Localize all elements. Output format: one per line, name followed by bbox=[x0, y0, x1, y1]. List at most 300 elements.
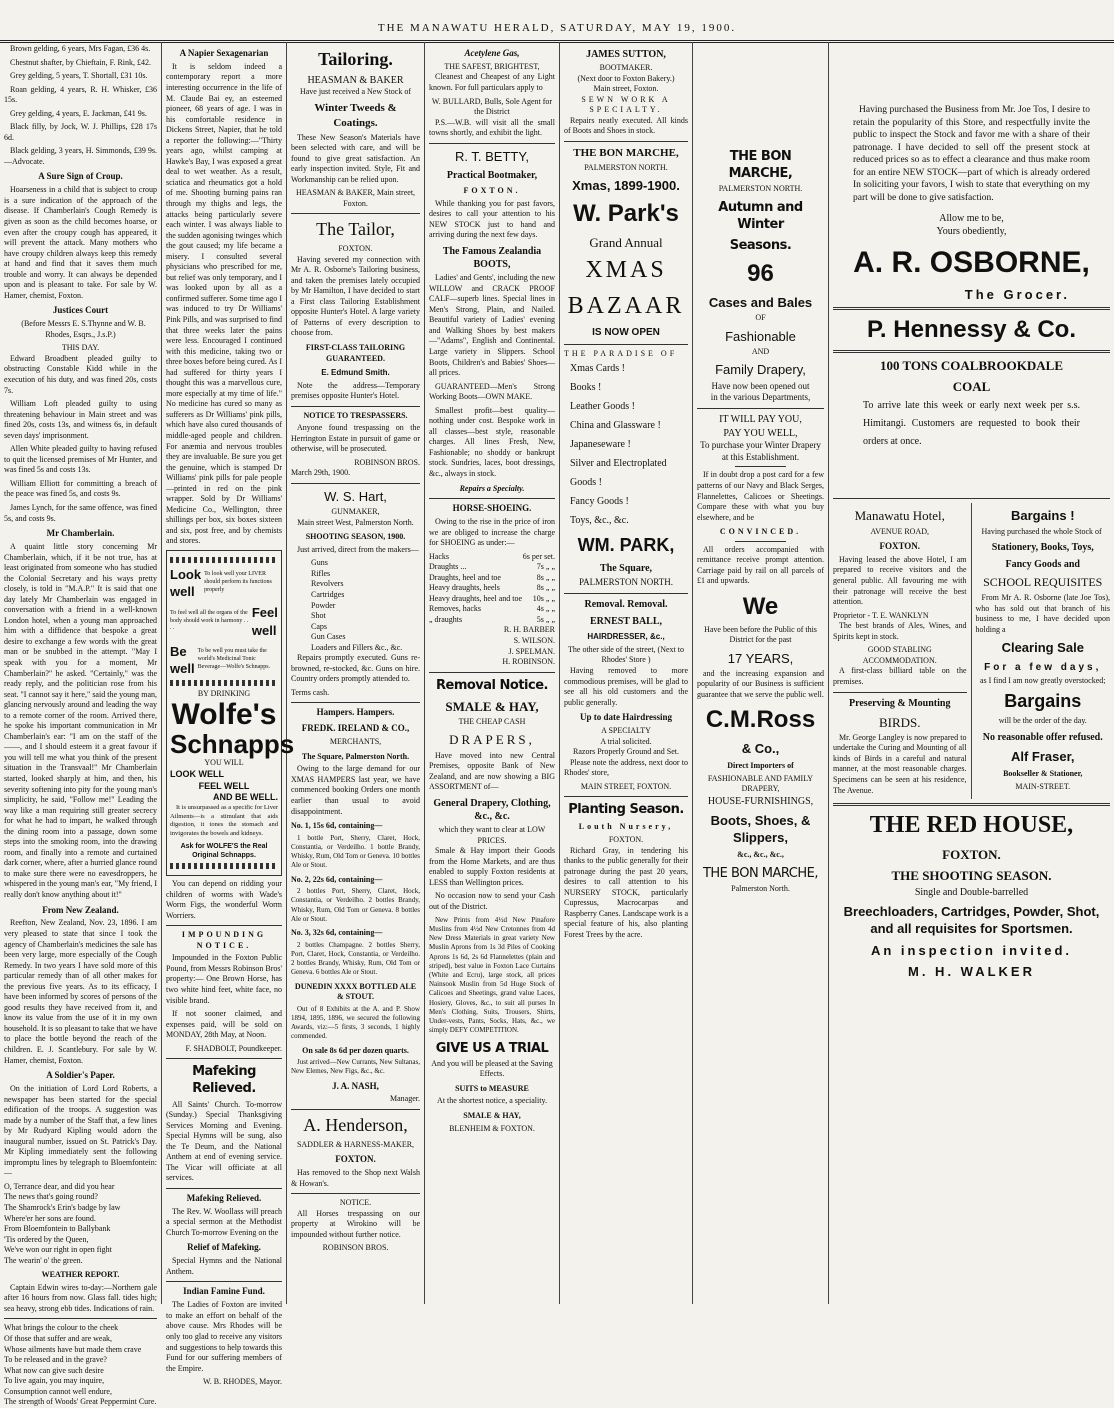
hart-heading: W. S. Hart, bbox=[324, 489, 387, 505]
hamper-3-text: 2 bottles Champagne. 2 bottles Sherry, Port, Claret, Hock, Constantia, or Verdeilho. 2 bottles Brandy, Whisky, Rum, Old Tom or Geneva. 6 bottles Ale or Stout. bbox=[291, 940, 420, 977]
horse-sale-entry: Grey gelding, 5 years, T. Shortall, £31 10s. bbox=[10, 71, 148, 81]
opened-out: Have now been opened out bbox=[711, 380, 810, 391]
divider bbox=[166, 1188, 282, 1189]
trespassers-date: March 29th, 1900. bbox=[291, 468, 351, 478]
ball-subheading: The other side of the street, (Next to Rhodes' Store ) bbox=[568, 644, 684, 665]
column-3 bbox=[287, 42, 425, 1304]
ornament-border bbox=[170, 680, 278, 686]
shooting-season-heading: THE SHOOTING SEASON. bbox=[891, 867, 1052, 883]
hart-item: Rifles bbox=[311, 568, 331, 578]
walker-signature: M. H. WALKER bbox=[908, 963, 1035, 979]
feel-well-text: To feel well all the organs of the body should work in harmony . . . . bbox=[170, 609, 249, 632]
column-5 bbox=[560, 42, 693, 1304]
heasman-signature: HEASMAN & BAKER, Main street, Foxton. bbox=[295, 188, 416, 208]
price-value: 6s per set. bbox=[522, 551, 555, 561]
divider bbox=[833, 498, 1110, 499]
overstocked: as I find I am now greatly overstocked; bbox=[979, 675, 1106, 685]
this-day: THIS DAY. bbox=[61, 343, 100, 353]
acetylene-heading: Acetylene Gas, bbox=[464, 48, 520, 58]
croup-article: Hoarseness in a child that is subject to croup is a sure indication of the approach of the disease. If Chamberlain's Cough Remedy is given as soon as the child becomes hoarse, or even after the croupy cough has appeared, it will prevent the attack. Many mothers who have croupy children always keep this remedy at hand and find that it saves them much trouble and worry. It can always be depended upon and is pleasant to take. For sale by W. Hamer, chemist, Foxton. bbox=[4, 185, 157, 300]
hampers-heading: Hampers. Hampers. bbox=[316, 707, 395, 718]
single-double: Single and Double-barrelled bbox=[914, 887, 1029, 899]
divider bbox=[564, 796, 688, 797]
mafeking-2-text: The Rev. W. Woollass will preach a special sermon at the Methodist Church To-morrow Evening on the bbox=[166, 1206, 282, 1237]
bootmaker: BOOTMAKER. bbox=[599, 63, 653, 73]
price-item: Draughts ... bbox=[429, 562, 467, 572]
bullard: W. BULLARD, Bulls, Sole Agent for the District bbox=[431, 96, 553, 117]
wolfe-description: It is unsurpassed as a specific for Liver Ailments—is a stimulant that aids digestion, it tones the stomach and invigorates the bowels and kidneys. bbox=[170, 804, 278, 838]
tailor-guarantee: FIRST-CLASS TAILORING GUARANTEED. bbox=[305, 343, 406, 363]
acetylene-text: Cleanest and Cheapest of any Light known. For full particulars apply to bbox=[429, 72, 555, 92]
notice-text: All Horses trespassing on our property at Wirokino will be impounded without further notice. bbox=[291, 1208, 420, 1239]
hart-terms: Terms cash. bbox=[291, 687, 330, 697]
bargains-block bbox=[972, 503, 1111, 799]
wolfe-ask: Ask for WOLFE'S the Real Original Schnapps. bbox=[180, 842, 268, 859]
clear-prices: which they want to clear at LOW PRICES. bbox=[438, 825, 546, 845]
sale-heading: On sale 8s 6d per dozen quarts. bbox=[302, 1045, 409, 1055]
bon-marche-1: THE BON MARCHE, bbox=[573, 147, 679, 160]
purchase-winter: To purchase your Winter Drapery at this Establishment. bbox=[700, 439, 821, 462]
ball-text: Having removed to more commodious premises, will be glad to see all his old customers and the public generally. bbox=[564, 665, 688, 707]
sutton-heading: JAMES SUTTON, bbox=[586, 49, 666, 60]
doubt-text: If in doubt drop a post card for a few patterns of our Navy and Black Serges, Flannelettes, Calicoes or Sheetings. Compare these with what you buy elsewhere, and be bbox=[697, 470, 824, 522]
acetylene-ps: P.S.—W.B. will visit all the small towns shortly, and exhibit the light. bbox=[429, 117, 555, 138]
hart-item: Cartridges bbox=[311, 590, 345, 600]
specialty: A SPECIALTY bbox=[601, 726, 651, 736]
paradise-item: China and Glassware ! bbox=[570, 420, 661, 432]
tailor-town: FOXTON. bbox=[338, 244, 373, 254]
co: & Co., bbox=[741, 741, 780, 757]
hamper-1-heading: No. 1, 15s 6d, containing— bbox=[291, 821, 383, 831]
osborne-heading: A. R. OSBORNE, bbox=[853, 245, 1090, 279]
drapers: DRAPERS, bbox=[449, 732, 535, 748]
price-item: Heavy draughts, heel and toe bbox=[429, 593, 523, 603]
heasman-baker: HEASMAN & BAKER bbox=[307, 74, 404, 86]
xmas-large: XMAS bbox=[585, 257, 667, 284]
horse-sale-entry: Roan gelding, 4 years, R. H. Whisker, £36 15s. bbox=[4, 84, 157, 105]
paradise-item: Toys, &c., &c. bbox=[570, 515, 629, 527]
brands-text: The best brands of Ales, Wines, and Spirits kept in stock. bbox=[833, 621, 967, 641]
house-furnishings: HOUSE-FURNISHINGS, bbox=[707, 795, 814, 807]
chamberlain-heading: Mr Chamberlain. bbox=[46, 528, 115, 539]
ball-note: Please note the address, next door to Rhodes' store, bbox=[564, 757, 688, 778]
poem-line: The news that's going round? bbox=[4, 1192, 98, 1202]
ornament-border bbox=[170, 557, 278, 563]
arrive-text: To arrive late this week or early next week per s.s. Himitangi. Customers are requested to book their orders at once. bbox=[863, 400, 1080, 448]
henderson-heading: A. Henderson, bbox=[303, 1114, 408, 1135]
family-drapery: Family Drapery, bbox=[715, 362, 806, 378]
divider bbox=[166, 925, 282, 926]
verse-line: Consumption cannot well endure, bbox=[4, 1386, 112, 1396]
hart-item: Powder bbox=[311, 600, 336, 610]
red-house-town: FOXTON. bbox=[942, 846, 1001, 862]
price-value: 8s „ „ bbox=[536, 583, 555, 593]
horse-sales-list bbox=[4, 44, 157, 167]
verse-line: To live again, you may inquire, bbox=[4, 1376, 105, 1386]
famine-signature: W. B. RHODES, Mayor. bbox=[202, 1377, 282, 1387]
price-value: 5s „ „ bbox=[536, 614, 555, 624]
short-rule bbox=[735, 466, 786, 467]
hart-text-2: Repairs promptly executed. Guns re-browned, re-stocked, &c. Guns on hire. Country orders promptly attended to. bbox=[291, 653, 420, 684]
hart-item: Loaders and Fillers &c., &c. bbox=[311, 642, 403, 652]
napier-heading: A Napier Sexagenarian bbox=[179, 48, 269, 58]
look-well-line: LOOK WELL bbox=[170, 768, 224, 779]
impounding-heading: IMPOUNDING NOTICE. bbox=[181, 930, 267, 950]
hart-item: Guns bbox=[311, 558, 328, 568]
betty-town: FOXTON. bbox=[463, 186, 521, 196]
tailoring-heading: Tailoring. bbox=[318, 49, 393, 69]
horse-sale-entry: Grey gelding, 4 years, E. Jackman, £41 9s. bbox=[10, 108, 147, 118]
betty-guaranteed: GUARANTEED—Men's Strong Working Boots—OWN MAKE. bbox=[429, 381, 555, 402]
tailor-text: Having severed my connection with Mr A. R. Osborne's Tailoring business, and taken the premises lately occupied by Mr Hamilton, I have decided to start a First class Tailoring Establishment opposite Hunter's Hotel. A large variety of Patterns of every description to choose from. bbox=[291, 254, 420, 338]
divider bbox=[166, 1058, 282, 1059]
smale-hay-text-2: Smale & Hay import their Goods from the Home Markets, and are thus enabled to supply Foxton residents at LESS than Wellington prices. bbox=[429, 846, 555, 887]
divider bbox=[833, 803, 1110, 806]
column-1 bbox=[0, 42, 162, 1407]
give-us-a-trial: GIVE US A TRIAL bbox=[435, 1040, 549, 1056]
no-reasonable-offer: No reasonable offer refused. bbox=[982, 731, 1103, 743]
divider bbox=[833, 307, 1110, 310]
the-square: The Square, bbox=[599, 562, 653, 574]
wolfe-tonic-box bbox=[166, 550, 295, 876]
xmas-heading: Xmas, 1899-1900. bbox=[572, 178, 680, 194]
kipling-poem bbox=[4, 1182, 157, 1266]
smale-hay-heading: SMALE & HAY, bbox=[445, 698, 539, 714]
price-row bbox=[429, 604, 555, 615]
horseshoer-name: R. H. BARBER bbox=[503, 625, 555, 635]
clearing-sale: Clearing Sale bbox=[1001, 640, 1084, 656]
paradise-item: Leather Goods ! bbox=[570, 401, 635, 413]
tailor-heading: The Tailor, bbox=[316, 219, 395, 240]
paradise-item: Books ! bbox=[570, 382, 602, 394]
trespassers-heading: NOTICE TO TRESPASSERS. bbox=[303, 410, 408, 420]
sale-text: Just arrived—New Currants, New Sultanas, New Elemes, New Figs, &c., &c. bbox=[291, 1058, 420, 1076]
soldier-heading: A Soldier's Paper. bbox=[46, 1070, 115, 1081]
feel-well-heading: Feel well bbox=[251, 605, 278, 638]
price-value: 8s „ „ bbox=[536, 572, 555, 582]
divider bbox=[429, 672, 555, 673]
breechloaders: Breechloaders, Cartridges, Powder, Shot, and all requisites for Sportsmen. bbox=[843, 904, 1100, 937]
verse-line: The strength of Woods' Great Peppermint Cure. bbox=[4, 1397, 157, 1407]
avenue-road: AVENUE ROAD, bbox=[870, 526, 930, 536]
be-well-heading: Be well bbox=[170, 643, 195, 676]
column-4 bbox=[425, 42, 560, 1304]
heasman-subheading: Have just received a New Stock of bbox=[299, 86, 412, 96]
by-drinking: BY DRINKING bbox=[197, 688, 251, 698]
coal: COAL bbox=[952, 379, 991, 395]
zealandia-heading: The Famous Zealandia BOOTS, bbox=[442, 245, 542, 270]
notice-signature: ROBINSON BROS. bbox=[322, 1243, 389, 1253]
gray-text: Richard Gray, in tendering his thanks to the public generally for their patronage during the past 20 years, desires to call attention to his NURSERY STOCK, particularly Cupressus, Macrocarpas and Raspberry Canes. Landscape work is a special feature of his, also planting Forest Trees by the acre. bbox=[564, 845, 688, 939]
be-well-text: To be well you must take the world's Medicinal Tonic Beverage—Wolfe's Schnapps. bbox=[197, 647, 271, 670]
pay-you-1: IT WILL PAY YOU, bbox=[719, 414, 802, 426]
divider bbox=[291, 483, 420, 484]
fraser-heading: Alf Fraser, bbox=[1010, 748, 1075, 764]
stationery: Stationery, Books, Toys, bbox=[991, 542, 1094, 554]
bon-marche-3: THE BON MARCHE, bbox=[702, 865, 819, 881]
divider bbox=[4, 1318, 157, 1319]
verse-line: Of those that suffer and are weak, bbox=[4, 1333, 113, 1343]
wolfes-heading: Wolfe's bbox=[171, 697, 277, 731]
paradise-item: Fancy Goods ! bbox=[570, 496, 629, 508]
ireland-address: The Square, Palmerston North. bbox=[301, 751, 410, 761]
hamper-3-heading: No. 3, 32s 6d, containing— bbox=[291, 928, 383, 938]
direct-importers: Direct Importers of bbox=[727, 761, 794, 771]
smale-hay-text: Have moved into new Central Premises, opposite Bank of New Zealand, and are now showing a BIG ASSORTMENT of— bbox=[429, 750, 555, 792]
hart-item: Revolvers bbox=[311, 579, 344, 589]
bookseller: Bookseller & Stationer, bbox=[1003, 768, 1083, 778]
fashionable-drapery: FASHIONABLE AND FAMILY DRAPERY, bbox=[707, 773, 814, 794]
horseshoeing-heading: HORSE-SHOEING. bbox=[452, 503, 532, 514]
wade-worm-figs: You can depend on ridding your children of worms with Wade's Worm Figs, the wonderful Worm Worriers. bbox=[166, 879, 282, 920]
court-reports bbox=[4, 354, 157, 524]
saddler: SADDLER & HARNESS-MAKER, bbox=[296, 1139, 415, 1149]
cases-bales: Cases and Bales bbox=[708, 295, 813, 310]
impounding-text: Impounded in the Foxton Public Pound, from Messrs Robinson Bros' property:— One Brown Horse, has two white hind feet, white face, no visible brand. bbox=[166, 953, 282, 1005]
trial-solicited: A trial solicited. bbox=[600, 736, 652, 746]
billiard: A first-class billiard table on the premises. bbox=[833, 666, 967, 686]
preserving-heading: Preserving & Mounting bbox=[849, 697, 951, 709]
fancy-goods: Fancy Goods and bbox=[1005, 559, 1080, 571]
autumn-winter: Autumn and Winter bbox=[718, 199, 803, 233]
of: OF bbox=[755, 313, 766, 323]
removal-heading: Removal. Removal. bbox=[584, 598, 668, 610]
price-row bbox=[429, 562, 555, 573]
louth-heading: Louth Nursery, bbox=[578, 822, 674, 832]
court-case: William Loft pleaded guilty to using threatening behaviour in Main street and was fined 20s, costs 13s, and witness 6s, in default seven days' imprisonment. bbox=[4, 399, 157, 440]
trespassers-signature: ROBINSON BROS. bbox=[354, 457, 420, 467]
few-days: For a few days, bbox=[984, 661, 1102, 673]
acetylene-subheading: THE SAFEST, BRIGHTEST, bbox=[444, 61, 540, 71]
divider bbox=[429, 143, 555, 144]
price-value: 10s „ „ bbox=[532, 593, 555, 603]
razors: Razors Properly Ground and Set. bbox=[573, 747, 679, 757]
divider bbox=[291, 1109, 420, 1110]
impounding-signature: F. SHADBOLT, Poundkeeper. bbox=[185, 1043, 282, 1053]
divider bbox=[697, 408, 824, 409]
horseshoer-name: S. WILSON. bbox=[513, 635, 555, 645]
allow-me: Allow me to be, bbox=[939, 213, 1004, 225]
divider bbox=[564, 344, 688, 345]
fashionable: Fashionable bbox=[725, 328, 796, 344]
palmerston-2: PALMERSTON NORTH. bbox=[579, 577, 673, 588]
hamper-2-text: 2 bottles Port, Sherry, Claret, Hock, Constantia, or Verdeilho. 2 bottles Brandy, Whisky, Rum, Old Tom or Geneva. 8 bottles Ale or Stout. bbox=[291, 887, 420, 923]
merchants: MERCHANTS, bbox=[329, 737, 382, 747]
masthead-title: THE MANAWATU HERALD, SATURDAY, MAY 19, 1900. bbox=[377, 22, 737, 34]
weather-report: Captain Edwin wires to-day:—Northern gale after 16 hours from now. Glass fall. tides high; sea heavy, strong ebb tides. Indications of rain. bbox=[4, 1282, 157, 1313]
orders-text: All orders accompanied with remittance receive prompt attention. Carriage paid by rail on all parcels of £1 and upwards. bbox=[697, 544, 824, 586]
trespassers-text: Anyone found trespassing on the Herrington Estate in pursuit of game or otherwise, will be prosecuted. bbox=[291, 423, 420, 454]
w-park: W. Park's bbox=[573, 200, 679, 228]
price-item: Heavy draughts, heels bbox=[429, 583, 500, 593]
court-case: James Lynch, for the same offence, was fined 5s, and costs 9s. bbox=[4, 502, 157, 523]
horseshoer-name: J. SPELMAN. bbox=[508, 646, 555, 656]
repairs-specialty: Repairs a Specialty. bbox=[459, 483, 525, 493]
blank-space bbox=[833, 454, 1110, 494]
grand-annual: Grand Annual bbox=[589, 234, 663, 250]
mafeking-heading: Mafeking Relieved. bbox=[192, 1064, 256, 1097]
school-requisites: SCHOOL REQUISITES bbox=[983, 575, 1103, 590]
price-row bbox=[429, 583, 555, 594]
and: AND bbox=[751, 346, 770, 356]
price-list: New Prints from 4½d New Pinafore Muslins from 4½d New Cretonnes from 4d New Dress Materials in great variety New Muslin Aprons from 1s 3d Piles of Cooking Aprons 1s 6d, 2s 6d Flannelettes (plain and striped), best value in Foxton Lace Curtains (White and Ecru), large stock, all prices Nainsook Muslin from 5d Huge Stock of Calicoes and Sheetings, grand value Laces, Hosiery, Gloves, &c., to suit all purses In Men's Clothing, Suits, Trousers, Shirts, Under-vests, Pants, Socks, Hats, &c., we simply DEFY COMPETITION. bbox=[429, 915, 555, 1035]
hotel-block bbox=[833, 503, 972, 799]
bargains-text: Having purchased the whole Stock of bbox=[981, 526, 1102, 536]
hart-item: Gun Cases bbox=[311, 632, 346, 642]
dunedin-text: Out of 8 Exhibits at the A. and P. Show 1894, 1895, 1896, we secured the following Awards, viz:—5 firsts, 3 seconds, 1 highly commended. bbox=[291, 1004, 420, 1041]
relief-of-mafeking: Relief of Mafeking. bbox=[187, 1242, 261, 1253]
sutton-next: (Next door to Foxton Bakery.) bbox=[577, 73, 675, 83]
before-public: Have been before the Public of this District for the past bbox=[704, 624, 817, 645]
winter-tweeds: Winter Tweeds & Coatings. bbox=[314, 102, 397, 129]
price-row bbox=[429, 615, 555, 626]
removal-heading: Removal Notice. bbox=[436, 677, 548, 693]
paradise-heading: THE PARADISE OF bbox=[564, 348, 678, 358]
zealandia-text: Ladies' and Gents', including the new WILLOW and CRACK PROOF CALF—superb lines. Special lines in Men's Strong, Plain, and Nailed. Beautiful variety of Ladies' evening and Walking Shoes by best makers—"Adams", English and Continental. Large variety in Slippers. School Boots, Children's and Babies' Shoes—all prices. bbox=[429, 273, 555, 378]
sutton-main: Main street, Foxton. bbox=[593, 84, 659, 94]
famine-heading: Indian Famine Fund. bbox=[183, 1286, 265, 1297]
verse-line: Whose ailments have but made them crave bbox=[4, 1344, 142, 1354]
divider bbox=[291, 702, 420, 703]
hotel-bargains-row bbox=[833, 503, 1110, 799]
horse-sale-entry: Black gelding, 3 years, H. Simmonds, £39 9s.—Advocate. bbox=[4, 146, 157, 166]
chamberlain-article: A quaint little story concerning Mr Chamberlain, which, if it be not true, has at least originated from someone who has studied the Colonial Secretary and his ways pretty closely, is told in "M.A.P." It is said that one day lately Mr Chamberlain was engaged in conversation with a friend in a well-known London hotel, when a young man approached him with a diffidence that bespoke a great desire to exchange a few words with the great man or be snubbed in the attempt. "May I speak with you for a moment, Mr Chamberlain?" he asked. "Certainly," was the ready reply, and the politician rose from his seat. "I cannot say it here," said the young man, glancing nervously around and leading the way to a remote corner of the room. Arrived there, he spoke his important communication in Mr Chamberlain's ear: "I am on the staff of the ——, and I should esteem it a great favour if you will tell me what you think of the present situation in the Transvaal!" Mr Chamberlain started, looked sharply at him, and then, his severity softening into pity for the young man's simplicity, he said, "Follow me!" Leading the way like a man requiring still greater secrecy for what he had to impart, he walked through the dining room into a passage, down some steps into the smoking room, into the drawing room, and finally into a remote and curtained dark corner, where, after a hurried glance round to make sure there were no eavesdroppers, he whispered in the young man's ear, "My friend, I really don't know anything about it!" bbox=[4, 541, 157, 899]
blank-space bbox=[697, 44, 824, 144]
bon-marche-palmerston: PALMERSTON NORTH. bbox=[718, 184, 803, 194]
osborne-text: Having purchased the Business from Mr. Joe Tos, I desire to retain the popularity of this Store, and respectfully invite the public to inspect the Stock and favor me with a share of their patronage. I have decided to sell off the present stock at reduced prices so as to effect a clearance and thus make room for an entire NEW STOCK—part of which is already ordered In soliciting your favors, I wish to state that everything on my part will be done to give satisfaction. bbox=[853, 105, 1090, 203]
impounding-text-2: If not sooner claimed, and expenses paid, will be sold on MONDAY, 28th May, at Noon. bbox=[166, 1009, 282, 1040]
look-well-text: To look well your LIVER should perform its functions properly bbox=[204, 571, 272, 594]
divider bbox=[564, 141, 688, 142]
mafeking-text: All Saints' Church. To-morrow (Sunday.) Special Thanksgiving Services Morning and Evening. Special Hymns will be sung, also the Te Deum, and the National Anthem at end of evening service. The Vicar will officiate at all services. bbox=[166, 1099, 282, 1183]
order-of-day: will be the order of the day. bbox=[998, 716, 1087, 726]
be-well-line: AND BE WELL. bbox=[213, 792, 278, 803]
hotel-heading: Manawatu Hotel, bbox=[854, 508, 945, 524]
pay-you-2: PAY YOU WELL, bbox=[723, 427, 798, 439]
cm-ross: C.M.Ross bbox=[705, 706, 816, 734]
hairdresser: HAIRDRESSER, &c., bbox=[587, 632, 665, 642]
horseshoer-name: H. ROBINSON. bbox=[502, 657, 555, 667]
price-row bbox=[429, 594, 555, 605]
mafeking-2-heading: Mafeking Relieved. bbox=[186, 1192, 262, 1203]
louth-town: FOXTON. bbox=[608, 835, 644, 845]
divider bbox=[429, 498, 555, 499]
poem-line: We've won our right in open fight bbox=[4, 1245, 112, 1255]
horseshoeing-text: Owing to the rise in the price of iron we are obliged to increase the charge for SHOEING as under:— bbox=[429, 516, 555, 548]
red-house-heading: THE RED HOUSE, bbox=[869, 812, 1074, 839]
blank-space bbox=[833, 44, 1110, 104]
boots-shoes: Boots, Shoes, & Slippers, bbox=[710, 813, 811, 846]
divider bbox=[833, 350, 1110, 353]
poem-line: Where'er her sons are found. bbox=[4, 1213, 96, 1223]
betty-heading: R. T. BETTY, bbox=[455, 148, 529, 164]
soldier-article: On the initiation of Lord Lord Roberts, a newspaper has been started for the special edification of the troops. A suggestion was made by a number of the Staff that, a few lines by Mr Rudyard Kipling would adorn the inaugural number, issued on St. Patrick's Day. Mr Kipling immediately sent the following impromptu lines by telegraph to Bloemfontein:— bbox=[4, 1083, 157, 1178]
we-heading: We bbox=[742, 592, 779, 620]
ball-heading: ERNEST BALL, bbox=[589, 616, 663, 628]
etc: &c., &c., &c., bbox=[737, 850, 784, 860]
convinced: CONVINCED. bbox=[719, 527, 802, 537]
court-case: Edward Broadbent pleaded guilty to obstructing Constable Kidd while in the execution of his duty, and was fined 20s, costs 7s. bbox=[4, 353, 157, 395]
horse-sale-entry: Brown gelding, 6 years, Mrs Fagan, £36 4s. bbox=[10, 44, 151, 53]
stabling: GOOD STABLING ACCOMMODATION. bbox=[862, 645, 937, 665]
column-6 bbox=[693, 42, 829, 1304]
short-rule bbox=[735, 541, 786, 542]
horse-sale-entry: Chestnut shafter, by Chieftain, F. Rink, £42. bbox=[10, 57, 152, 67]
suits-text: At the shortest notice, a speciality. bbox=[437, 1096, 547, 1106]
hart-item: Caps bbox=[311, 621, 327, 631]
shooting-season: SHOOTING SEASON, 1900. bbox=[305, 532, 406, 542]
sewn-work: SEWN WORK A SPECIALTY. bbox=[581, 94, 671, 115]
bargains-text-2: From Mr A. R. Osborne (late Joe Tos), who has sold out that branch of his business to me, I have decided upon holding a bbox=[975, 593, 1110, 634]
court-subheading: (Before Messrs E. S.Thynne and W. B. Rhodes, Esqrs., J.s.P.) bbox=[21, 319, 146, 339]
bargains-large: Bargains bbox=[1004, 691, 1082, 712]
smale-hay-signature: SMALE & HAY, bbox=[463, 1110, 521, 1120]
verse-line: What brings the colour to the cheek bbox=[4, 1323, 119, 1333]
the-grocer: The Grocer. bbox=[964, 287, 1070, 303]
price-item: „ draughts bbox=[429, 614, 463, 624]
seventeen-years: 17 YEARS, bbox=[727, 650, 794, 666]
you-will: YOU WILL bbox=[204, 758, 244, 768]
verse-line: To be released and in the grave? bbox=[4, 1355, 107, 1365]
hart-subheading: GUNMAKER, bbox=[331, 507, 380, 517]
poem-line: The Shamrock's Erin's badge by law bbox=[4, 1202, 121, 1212]
trial-text: And you will be pleased at the Saving Effects. bbox=[431, 1058, 553, 1079]
general-drapery: General Drapery, Clothing, &c., &c. bbox=[433, 797, 551, 823]
now-open: IS NOW OPEN bbox=[592, 327, 660, 339]
column-7 bbox=[829, 42, 1114, 1304]
birds-heading: BIRDS. bbox=[878, 714, 921, 730]
hamper-2-heading: No. 2, 22s 6d, containing— bbox=[291, 874, 383, 884]
ball-address: MAIN STREET, FOXTON. bbox=[580, 781, 672, 791]
smale-hay-address: BLENHEIM & FOXTON. bbox=[449, 1123, 535, 1133]
feel-well-line: FEEL WELL bbox=[198, 780, 250, 791]
poem-line: From Bloemfontein to Ballybank bbox=[4, 1224, 111, 1234]
mafeking-2-text-2: Special Hymns and the National Anthem. bbox=[166, 1256, 282, 1276]
ornament-border bbox=[170, 863, 278, 869]
hart-text: Just arrived, direct from the makers— bbox=[297, 544, 419, 554]
nz-article: Reefton, New Zealand, Nov. 23, 1896. I am very pleased to state that since I took the agency of Chamberlain's medicines the sale has been very large, more especially of the Cough Remedy. In two years I have sold more of this particular remedy than of all other makes for the previous five years. As to its efficacy, I have been informed by scores of persons of the good results they have received from it, and know its value from the use of it in my own household. It is so pleasant to take that we have to place the bottle beyond the reach of the children. E. J. Scantlebury. For sale by W. Hamer, chemist, Foxton. bbox=[4, 918, 157, 1065]
horseshoeing-prices bbox=[429, 552, 555, 626]
wm-park: WM. PARK, bbox=[577, 535, 675, 556]
tailor-signature: E. Edmund Smith. bbox=[321, 368, 390, 378]
sutton-text: Repairs neatly executed. All kinds of Boots and Shoes in stock. bbox=[564, 115, 688, 136]
bon-marche-heading: THE BON MARCHE, bbox=[728, 149, 793, 182]
poem-line: 'Tis ordered by the Queen, bbox=[4, 1234, 89, 1244]
divider bbox=[291, 406, 420, 407]
paradise-items bbox=[564, 359, 688, 530]
divider bbox=[833, 692, 967, 693]
increasing-text: and the increasing expansion and popularity of our Business is sufficient guarantee that we serve the public well. bbox=[697, 668, 824, 699]
hennessy-heading: P. Hennessy & Co. bbox=[867, 316, 1076, 344]
horseshoeing-signatures bbox=[429, 625, 555, 667]
hart-items bbox=[291, 558, 420, 653]
divider bbox=[291, 1193, 420, 1194]
departments: in the various Departments, bbox=[710, 392, 811, 403]
coalbrookdale: 100 TONS COALBROOKDALE bbox=[879, 358, 1063, 374]
inspection-invited: An inspection invited. bbox=[870, 942, 1073, 958]
hamper-1-text: 1 bottle Port, Sherry, Claret, Hock, Constantia, or Verdeilho. 1 bottle Brandy, Whisky, Rum, Old Tom or Geneva. 10 bottles Ale or Stout. bbox=[291, 833, 420, 870]
court-heading: Justices Court bbox=[52, 305, 109, 316]
divider bbox=[564, 593, 688, 594]
price-item: Removes, hacks bbox=[429, 604, 481, 614]
look-well-heading: Look well bbox=[170, 567, 202, 600]
croup-heading: A Sure Sign of Croup. bbox=[38, 171, 123, 182]
seasons: Seasons. bbox=[729, 238, 792, 254]
price-item: Draughts, heel and toe bbox=[429, 572, 501, 582]
nash-signature: J. A. NASH, bbox=[332, 1080, 379, 1091]
hotel-town: FOXTON. bbox=[879, 541, 921, 552]
main-street: MAIN-STREET. bbox=[1015, 781, 1071, 791]
